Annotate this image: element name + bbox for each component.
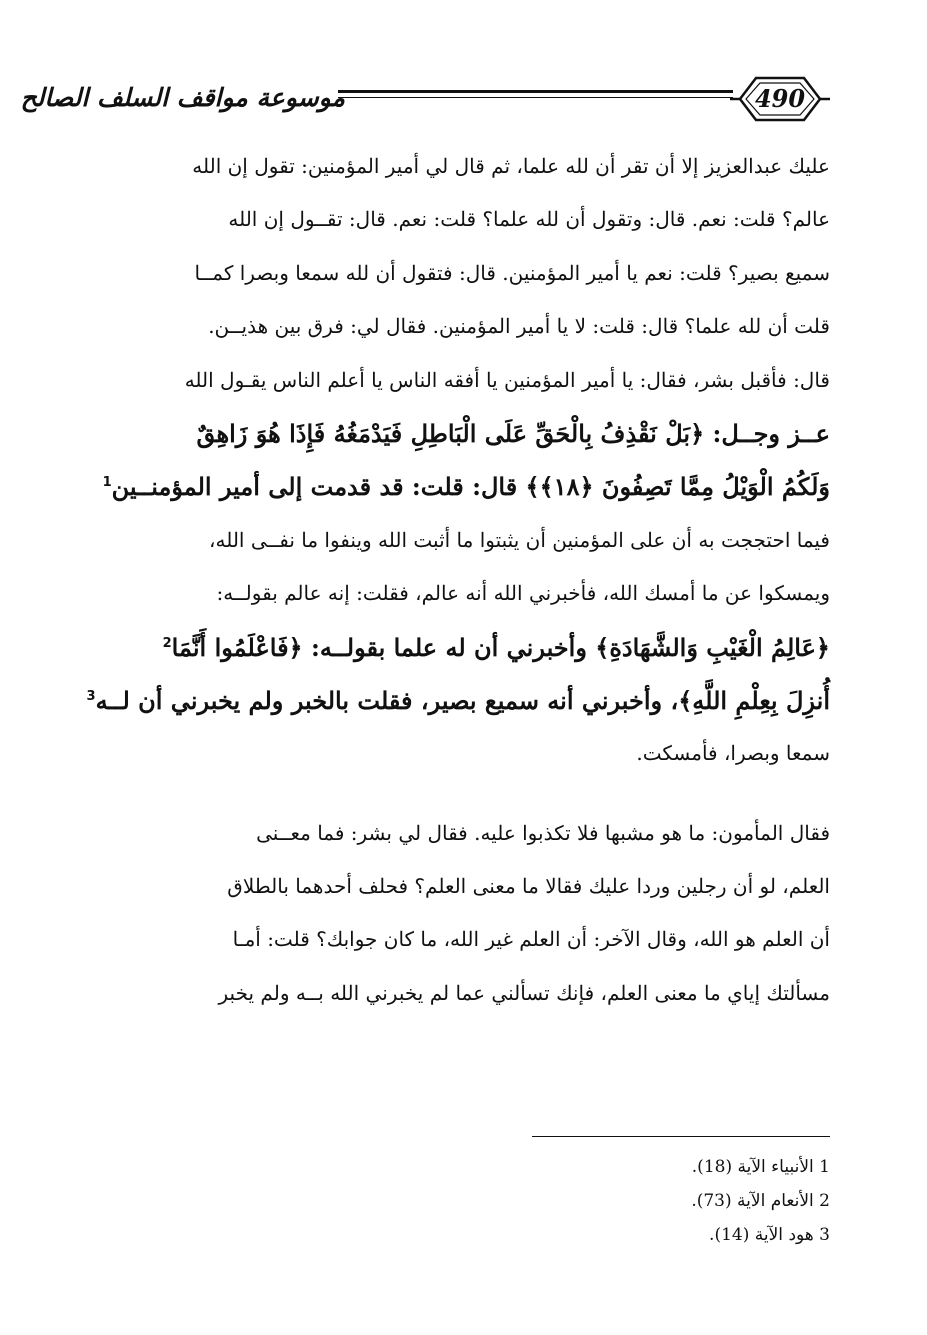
text-line: أن العلم هو الله، وقال الآخر: أن العلم غير الله، ما كان جوابك؟ قلت: أمـا <box>232 927 830 952</box>
footnote-3: 3 هود الآية (14). <box>709 1225 830 1245</box>
footnote-1: 1 الأنبياء الآية (18). <box>691 1157 830 1177</box>
quran-line-text: ﴿عَالِمُ الْغَيْبِ وَالشَّهَادَةِ﴾ وأخبرني أن له علما بقولــه: ﴿فَاعْلَمُوا أَنَّمَا <box>171 632 830 662</box>
text-line: مسألتك إياي ما معنى العلم، فإنك تسألني عما لم يخبرني الله بــه ولم يخبر <box>218 980 830 1005</box>
quran-line <box>88 621 830 674</box>
book-title: موسوعة مواقف السلف الصالح <box>20 83 345 112</box>
text-line: عالم؟ قلت: نعم. قال: وتقول أن لله علما؟ قلت: نعم. قال: تقــول إن الله <box>228 207 830 232</box>
text-line: ويمسكوا عن ما أمسك الله، فأخبرني الله أنه عالم، فقلت: إنه عالم بقولــه: <box>216 581 830 606</box>
text-line: فيما احتججت به أن على المؤمنين أن يثبتوا ما أثبت الله وينفوا ما نفــى الله، <box>209 527 830 552</box>
page-header <box>20 70 830 134</box>
quran-line: عــز وجــل: ﴿بَلْ نَقْذِفُ بِالْحَقِّ عَلَى الْبَاطِلِ فَيَدْمَغُهُ فَإِذَا هُوَ زَاهِقٌ <box>196 418 830 448</box>
footnote-2: 2 الأنعام الآية (73). <box>691 1191 830 1211</box>
text-line: قال: فأقبل بشر، فقال: يا أمير المؤمنين يا أفقه الناس يا أعلم الناس يقـول الله <box>184 367 830 392</box>
footnote-ref-2[interactable]: 2 <box>162 635 172 651</box>
text-line: سميع بصير؟ قلت: نعم يا أمير المؤمنين. قال: فتقول أن لله سمعا وبصرا كمــا <box>194 260 830 285</box>
paragraph-gap <box>88 781 830 807</box>
text-line: قلت أن لله علما؟ قال: قلت: لا يا أمير المؤمنين. فقال لي: فرق بين هذيــن. <box>208 314 830 339</box>
quran-line <box>88 674 830 727</box>
footnote-ref-1[interactable]: 1 <box>102 475 112 491</box>
text-line: سمعا وبصرا، فأمسكت. <box>636 741 830 766</box>
text-line: عليك عبدالعزيز إلا أن تقر أن لله علما، ثم قال لي أمير المؤمنين: تقول إن الله <box>192 154 830 178</box>
quran-line <box>88 460 830 513</box>
body-text <box>88 140 830 1020</box>
footnotes <box>430 1150 830 1252</box>
quran-line-text: أُنزِلَ بِعِلْمِ اللَّهِ﴾، وأخبرني أنه سميع بصير، فقلت بالخبر ولم يخبرني أن لــه <box>95 685 830 715</box>
text-line: العلم، لو أن رجلين وردا عليك فقالا ما معنى العلم؟ فحلف أحدهما بالطلاق <box>227 874 830 899</box>
quran-line-text: وَلَكُمُ الْوَيْلُ مِمَّا تَصِفُونَ ﴿١٨﴾﴾ قال: قلت: قد قدمت إلى أمير المؤمنــين <box>111 472 830 502</box>
page-number-ornament <box>730 74 830 124</box>
header-rule <box>338 90 733 104</box>
footnote-ref-3[interactable]: 3 <box>86 688 96 704</box>
text-line: فقال المأمون: ما هو مشبها فلا تكذبوا عليه. فقال لي بشر: فما معــنى <box>256 820 830 845</box>
page-number: 490 <box>754 84 806 113</box>
footnote-separator <box>532 1136 830 1137</box>
